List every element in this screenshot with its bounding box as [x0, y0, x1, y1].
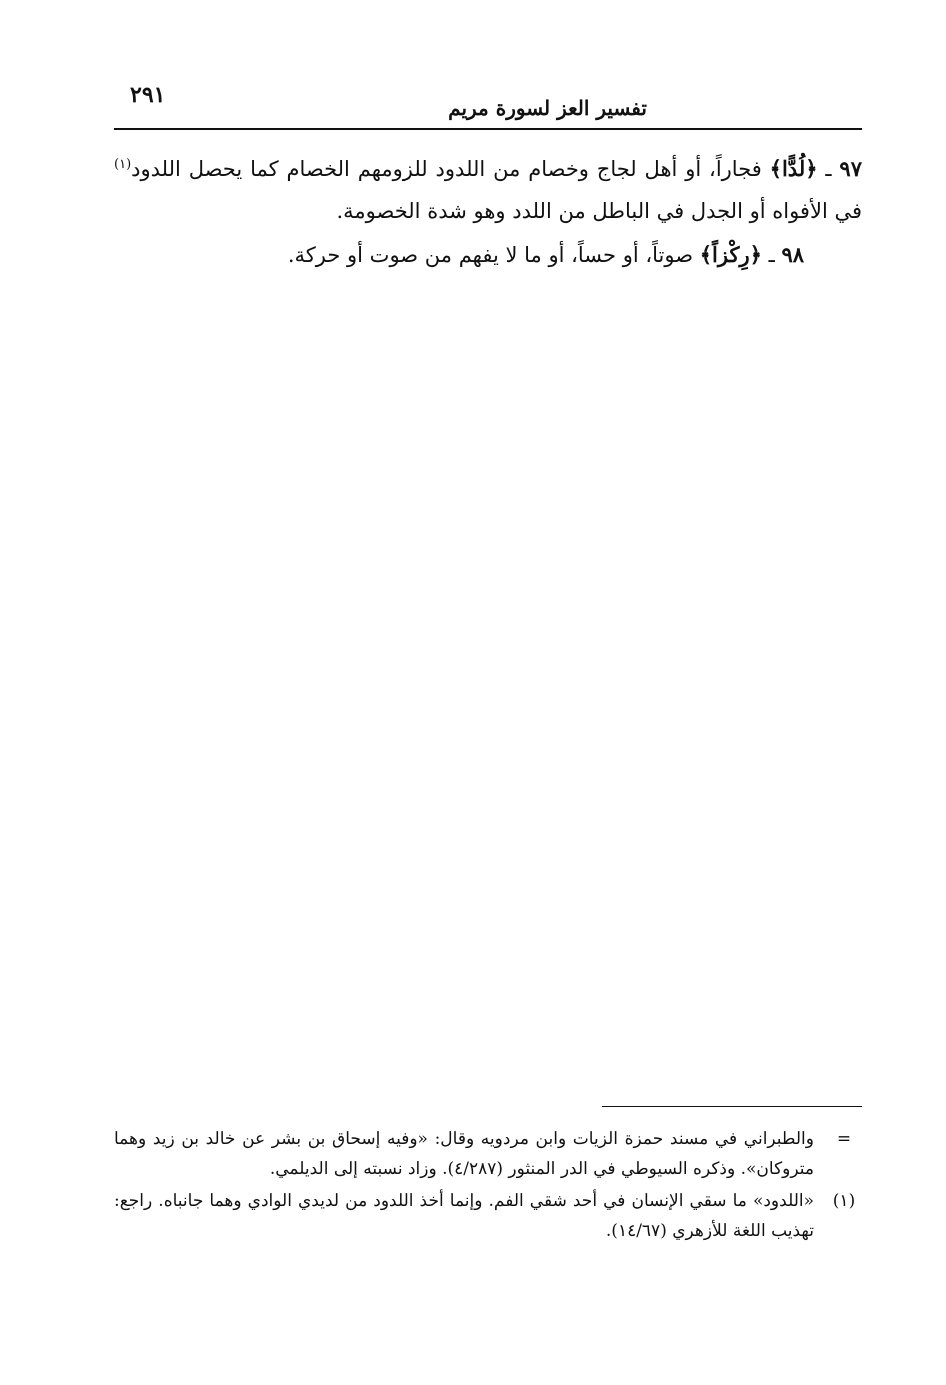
- page-number: ٢٩١: [130, 82, 166, 108]
- entry-dash: ـ: [817, 157, 832, 181]
- entry-dash: ـ: [761, 243, 775, 267]
- quran-word: ﴿رِكْزاً﴾: [699, 242, 762, 267]
- footnote-separator: [602, 1106, 862, 1107]
- entry-number: ٩٧: [839, 156, 862, 181]
- footnote-ref: (١): [114, 157, 132, 172]
- footnote-text: «اللدود» ما سقي الإنسان في أحد شقي الفم. وإنما أخذ اللدود من لديدي الوادي وهما جانباه. راجع: تهذيب اللغة للأزهري (١٤/٦٧).: [114, 1191, 814, 1241]
- footnote-1: [114, 1186, 862, 1246]
- footnotes: [114, 1124, 862, 1248]
- header-rule: [114, 128, 862, 130]
- entry-98: [114, 234, 862, 276]
- footnote-marker: (١): [832, 1191, 856, 1211]
- page-header: [114, 80, 862, 130]
- footnote-marker: =: [836, 1129, 852, 1149]
- footnote-text: والطبراني في مسند حمزة الزيات وابن مردويه وقال: «وفيه إسحاق بن بشر عن خالد بن زيد وهما متروكان». وذكره السيوطي في الدر المنثور (٤/٢٨٧). وزاد نسبته إلى الديلمي.: [114, 1129, 814, 1179]
- quran-word: ﴿لُدًّا﴾: [769, 156, 818, 181]
- entry-text: فجاراً، أو أهل لجاج وخصام من اللدود للزومهم الخصام كما يحصل اللدود: [131, 157, 762, 181]
- entry-number: ٩٨: [781, 242, 804, 267]
- running-title: تفسير العز لسورة مريم: [448, 96, 647, 120]
- footnote-continuation: [114, 1124, 862, 1184]
- entry-text-cont: في الأفواه أو الجدل في الباطل من اللدد وهو شدة الخصومة.: [336, 199, 862, 223]
- main-text: [114, 148, 862, 278]
- entry-text: صوتاً، أو حساً، أو ما لا يفهم من صوت أو حركة.: [287, 243, 694, 267]
- entry-97: [114, 148, 862, 232]
